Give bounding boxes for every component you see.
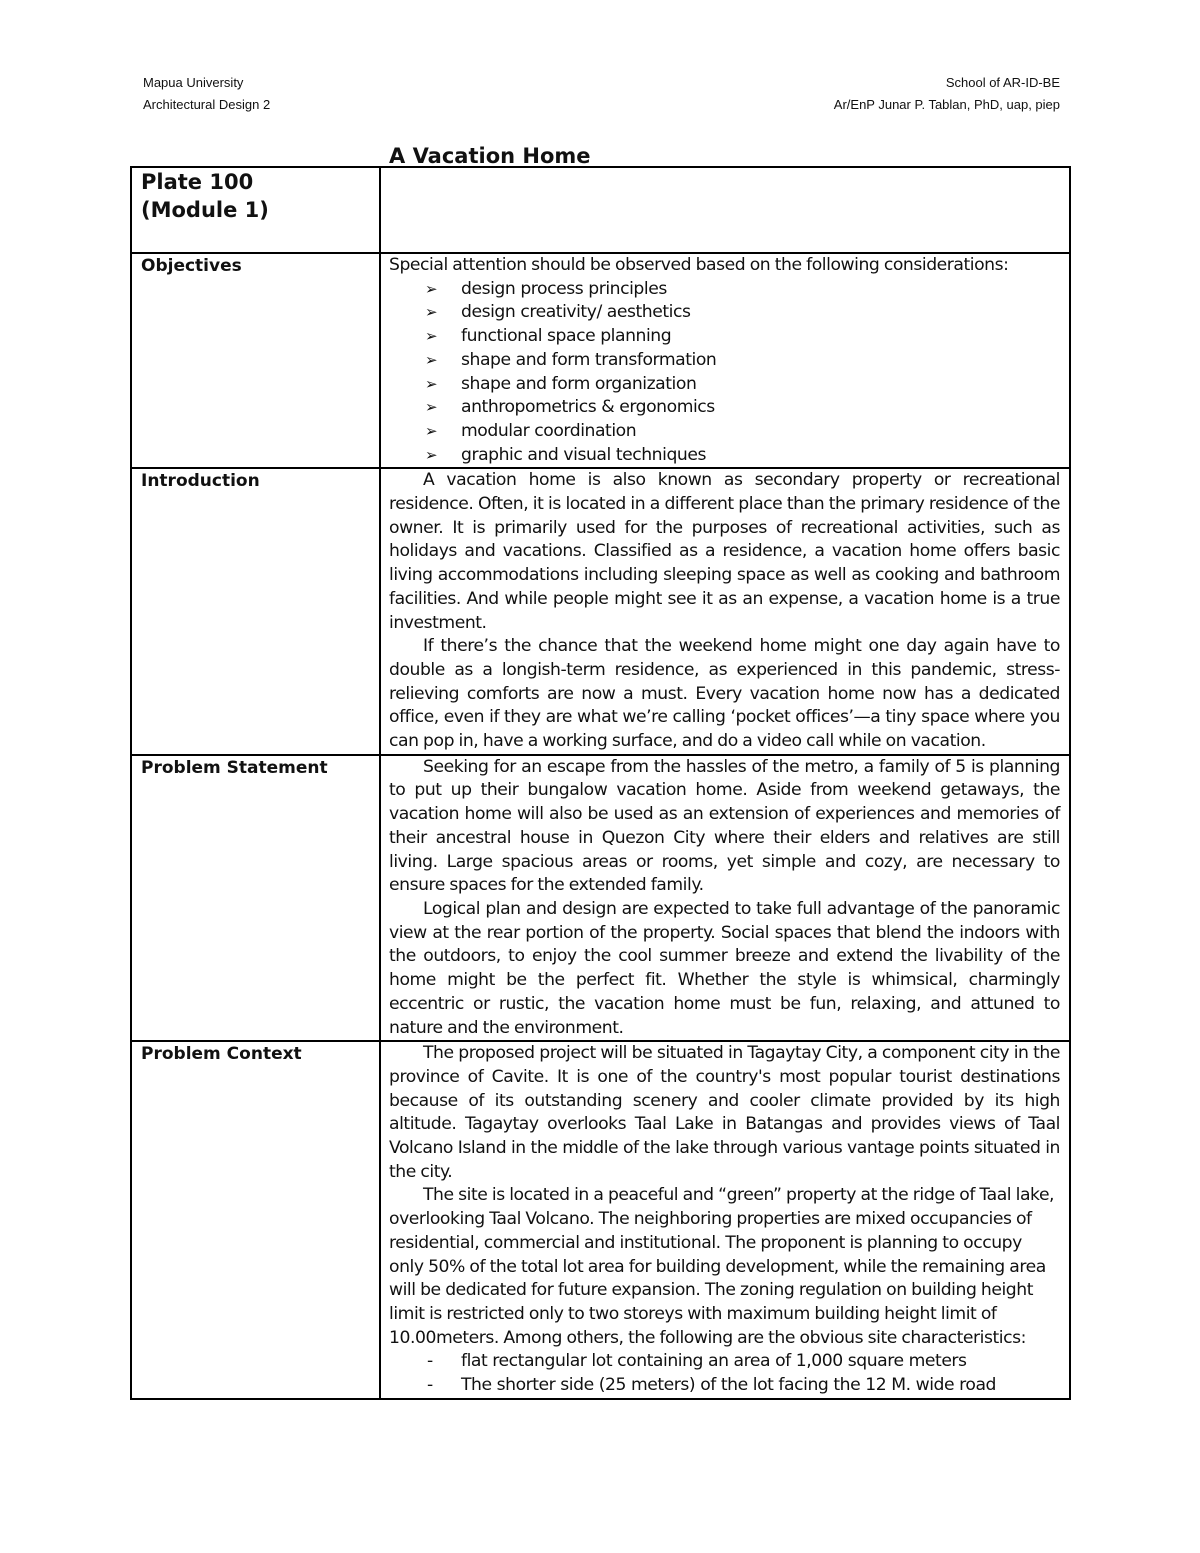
list-item: ➢ modular coordination [425, 420, 1060, 444]
arrow-bullet-icon: ➢ [425, 327, 438, 346]
dash-bullet-icon: - [427, 1351, 433, 1372]
problem-statement-label: Problem Statement [141, 757, 328, 778]
problem-statement-content-cell [380, 755, 1070, 1041]
objectives-row [131, 253, 1070, 468]
problem-statement-paragraph: Seeking for an escape from the hassles of the metro, a family of 5 is planning to put up their bungalow vacation home. Aside from weekend getaways, the vacation home will also be used as an extension of experiences and memories of their ancestral house in Quezon City where their elders and relatives are still living. Large spacious areas or rooms, yet simple and cozy, are necessary to ensure spaces for the extended family. [389, 756, 1060, 896]
list-item: - flat rectangular lot containing an area of 1,000 square meters [427, 1350, 1060, 1374]
arrow-bullet-icon: ➢ [425, 421, 438, 440]
list-item: ➢ anthropometrics & ergonomics [425, 396, 1060, 420]
problem-statement-paragraph: Logical plan and design are expected to take full advantage of the panoramic view at the rear portion of the property. Social spaces that blend the indoors with the outdoors, to enjoy the cool summer breeze and extend the livability of the home might be the perfect fit. Whether the style is whimsical, charmingly eccentric or rustic, the vacation home must be fun, relaxing, and attuned to nature and the environment. [389, 898, 1060, 1038]
arrow-bullet-icon: ➢ [425, 398, 438, 417]
course-name: Architectural Design 2 [143, 97, 271, 112]
university-name: Mapua University [143, 75, 244, 90]
list-item: ➢ shape and form organization [425, 373, 1060, 397]
introduction-label-cell [131, 468, 380, 754]
plate-number-line: Plate 100 [141, 170, 254, 194]
problem-context-label-cell [131, 1041, 380, 1399]
problem-statement-row [131, 755, 1070, 1041]
objectives-list [389, 278, 1060, 468]
introduction-paragraph: A vacation home is also known as secondary property or recreational residence. Often, it is located in a different place than the primary residence of the owner. It is primarily used for the purposes of recreational activities, such as holidays and vacations. Classified as a residence, a vacation home offers basic living accommodations including sleeping space as well as cooking and bathroom facilities. And while people might see it as an expense, a vacation home is a true investment. [389, 470, 1060, 633]
objectives-label: Objectives [141, 256, 242, 276]
plate-module-line: (Module 1) [141, 198, 269, 222]
list-item: ➢ functional space planning [425, 325, 1060, 349]
introduction-content-cell [380, 468, 1070, 754]
list-item: ➢ design process principles [425, 278, 1060, 302]
problem-context-paragraph: The proposed project will be situated in Tagaytay City, a component city in the province of Cavite. It is one of the country's most popular tourist destinations because of its outstanding scenery and cooler climate provided by its high altitude. Tagaytay overlooks Taal Lake in Batangas and provides views of Taal Volcano Island in the middle of the lake through various vantage points situated in the city. [389, 1043, 1060, 1182]
list-item: - The shorter side (25 meters) of the lot facing the 12 M. wide road [427, 1374, 1060, 1398]
list-item: ➢ shape and form transformation [425, 349, 1060, 373]
introduction-row [131, 468, 1070, 754]
introduction-label: Introduction [141, 471, 260, 492]
school-name: School of AR-ID-BE [945, 75, 1060, 90]
list-item: ➢ design creativity/ aesthetics [425, 301, 1060, 325]
arrow-bullet-icon: ➢ [425, 303, 438, 322]
problem-context-content-cell [380, 1041, 1070, 1399]
arrow-bullet-icon: ➢ [425, 350, 438, 369]
title-row [131, 167, 1070, 253]
plate-label-cell [131, 167, 380, 253]
plate-number [141, 168, 373, 224]
objectives-label-cell [131, 253, 380, 468]
site-characteristics-list [389, 1350, 1060, 1397]
arrow-bullet-icon: ➢ [425, 445, 438, 464]
header-left [143, 72, 270, 116]
arrow-bullet-icon: ➢ [425, 374, 438, 393]
problem-context-paragraph: The site is located in a peaceful and “green” property at the ridge of Taal lake, overlooking Taal Volcano. The neighboring properties are mixed occupancies of residential, commercial and institutional. The proponent is planning to occupy only 50% of the total lot area for building development, while the remaining area will be dedicated for future expansion. The zoning regulation on building height limit is restricted only to two storeys with maximum building height limit of 10.00meters. Among others, the following are the obvious site characteristics: [389, 1185, 1055, 1348]
plate-title-cell [380, 144, 1070, 253]
plate-title: A Vacation Home [389, 144, 591, 168]
header-right [834, 72, 1060, 116]
list-item: ➢ graphic and visual techniques [425, 444, 1060, 468]
objectives-content-cell [380, 253, 1070, 468]
problem-statement-label-cell [131, 755, 380, 1041]
introduction-paragraph: If there’s the chance that the weekend home might one day again have to double as a longish-term residence, as experienced in this pandemic, stress-relieving comforts are now a must. Every vacation home now has a dedicated office, even if they are what we’re calling ‘pocket offices’—a tiny space where you can pop in, have a working surface, and do a video call while on vacation. [389, 636, 1060, 752]
problem-context-label: Problem Context [141, 1044, 302, 1065]
arrow-bullet-icon: ➢ [425, 279, 438, 298]
instructor-name: Ar/EnP Junar P. Tablan, PhD, uap, piep [833, 97, 1060, 112]
dash-bullet-icon: - [427, 1375, 433, 1396]
objectives-intro: Special attention should be observed based on the following considerations: [389, 255, 1009, 275]
problem-context-row [131, 1041, 1070, 1399]
plate-table [130, 144, 1071, 1400]
